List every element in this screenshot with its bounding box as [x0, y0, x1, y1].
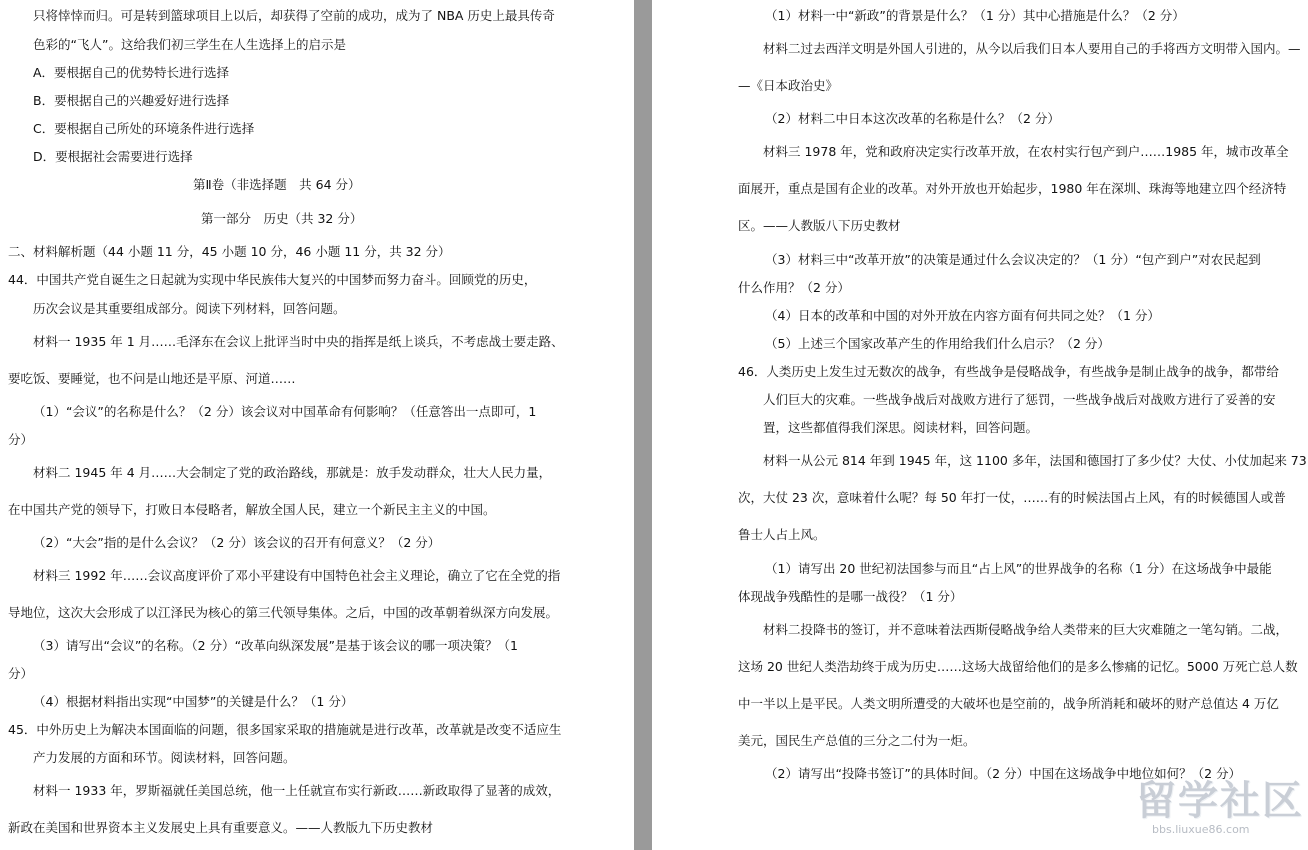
text-line: 面展开，重点是国有企业的改革。对外开放也开始起步，1980 年在深圳、珠海等地建立四个经济特	[738, 181, 1287, 196]
text-line: D．要根据社会需要进行选择	[33, 149, 193, 164]
text-line: （1）请写出 20 世纪初法国参与而且“占上风”的世界战争的名称（1 分）在这场战争中最能	[765, 561, 1272, 576]
text-line: （1）“会议”的名称是什么？（2 分）该会议对中国革命有何影响？（任意答出一点即可，1	[33, 404, 537, 419]
text-line: 二、材料解析题（44 小题 11 分，45 小题 10 分，46 小题 11 分，共 32 分）	[8, 244, 451, 259]
text-line: （2）材料二中日本这次改革的名称是什么？（2 分）	[765, 111, 1060, 126]
text-line: 材料三 1992 年……会议高度评价了邓小平建设有中国特色社会主义理论，确立了它在全党的指	[33, 568, 561, 583]
text-line: 历次会议是其重要组成部分。阅读下列材料，回答问题。	[33, 301, 346, 316]
text-line: 材料一从公元 814 年到 1945 年，这 1100 多年，法国和德国打了多少仗？大仗、小仗加起来 73	[763, 453, 1307, 468]
text-line: 鲁士人占上风。	[738, 527, 826, 542]
text-line: A．要根据自己的优势特长进行选择	[33, 65, 230, 80]
text-line: 材料二 1945 年 4 月……大会制定了党的政治路线，那就是：放手发动群众，壮大人民力量，	[33, 465, 552, 480]
document-page-right	[652, 0, 1308, 850]
text-line: 产力发展的方面和环节。阅读材料，回答问题。	[33, 750, 296, 765]
text-line: 置，这些都值得我们深思。阅读材料，回答问题。	[763, 420, 1039, 435]
text-line: 材料二过去西洋文明是外国人引进的，从今以后我们日本人要用自己的手将西方文明带入国内。—	[763, 41, 1301, 56]
text-line: 材料二投降书的签订，并不意味着法西斯侵略战争给人类带来的巨大灾难随之一笔勾销。二战，	[763, 622, 1289, 637]
text-line: 材料一 1935 年 1 月……毛泽东在会议上批评当时中央的指挥是纸上谈兵，不考虑战士要走路、	[33, 334, 564, 349]
text-line: 次，大仗 23 次，意味着什么呢？每 50 年打一仗，……有的时候法国占上风，有的时候德国人或普	[738, 490, 1286, 505]
text-line: 体现战争残酷性的是哪一战役？（1 分）	[738, 589, 963, 604]
text-line: 这场 20 世纪人类浩劫终于成为历史……这场大战留给他们的是多么惨痛的记忆。5000 万死亡总人数	[738, 659, 1298, 674]
text-line: 美元，国民生产总值的三分之二付为一炬。	[738, 733, 976, 748]
text-line: （4）根据材料指出实现“中国梦”的关键是什么？（1 分）	[33, 694, 354, 709]
text-line: 色彩的“飞人”。这给我们初三学生在人生选择上的启示是	[33, 37, 346, 52]
text-line: （2）“大会”指的是什么会议？（2 分）该会议的召开有何意义？（2 分）	[33, 535, 441, 550]
text-line: （3）材料三中“改革开放”的决策是通过什么会议决定的？（1 分）“包产到户”对农民起到	[765, 252, 1261, 267]
text-line: 在中国共产党的领导下，打败日本侵略者，解放全国人民，建立一个新民主主义的中国。	[8, 502, 496, 517]
text-line: 区。——人教版八下历史教材	[738, 218, 901, 233]
text-line: 只将悻悻而归。可是转到篮球项目上以后，却获得了空前的成功，成为了 NBA 历史上最具传奇	[33, 8, 555, 23]
text-line: 要吃饭、要睡觉，也不问是山地还是平原、河道……	[8, 371, 296, 386]
document-page-left	[0, 0, 634, 850]
text-line: C．要根据自己所处的环境条件进行选择	[33, 121, 255, 136]
text-line: 材料一 1933 年，罗斯福就任美国总统，他一上任就宣布实行新政……新政取得了显著的成效，	[33, 783, 561, 798]
text-line: 45．中外历史上为解决本国面临的问题，很多国家采取的措施就是进行改革，改革就是改变不适应生	[8, 722, 562, 737]
text-line: （5）上述三个国家改革产生的作用给我们什么启示？（2 分）	[765, 336, 1110, 351]
text-line: （2）请写出“投降书签订”的具体时间。（2 分）中国在这场战争中地位如何？（2 分）	[765, 766, 1242, 781]
text-line: 新政在美国和世界资本主义发展史上具有重要意义。——人教版九下历史教材	[8, 820, 434, 835]
text-line: 导地位，这次大会形成了以江泽民为核心的第三代领导集体。之后，中国的改革朝着纵深方向发展。	[8, 605, 559, 620]
watermark-logo: 留学社区	[1136, 778, 1304, 824]
text-line: 分）	[8, 432, 34, 447]
watermark	[1136, 777, 1306, 843]
text-line: 46．人类历史上发生过无数次的战争，有些战争是侵略战争，有些战争是制止战争的战争，都带给	[738, 364, 1279, 379]
text-line: 44．中国共产党自诞生之日起就为实现中华民族伟大复兴的中国梦而努力奋斗。回顾党的历史，	[8, 272, 537, 287]
text-line: 人们巨大的灾难。一些战争战后对战败方进行了惩罚，一些战争战后对战败方进行了妥善的安	[763, 392, 1276, 407]
text-line: （1）材料一中“新政”的背景是什么？（1 分）其中心措施是什么？（2 分）	[765, 8, 1185, 23]
text-line: —《日本政治史》	[738, 78, 839, 93]
text-line: 中一半以上是平民。人类文明所遭受的大破坏也是空前的，战争所消耗和破坏的财产总值达 4 万亿	[738, 696, 1279, 711]
text-line: （4）日本的改革和中国的对外开放在内容方面有何共同之处？（1 分）	[765, 308, 1160, 323]
watermark-url: bbs.liuxue86.com	[1152, 823, 1250, 836]
text-line: （3）请写出“会议”的名称。（2 分）“改革向纵深发展”是基于该会议的哪一项决策？（1	[33, 638, 518, 653]
text-line: 第一部分 历史（共 32 分）	[201, 211, 363, 226]
text-line: 什么作用？（2 分）	[738, 280, 850, 295]
text-line: 分）	[8, 666, 34, 681]
text-line: 第Ⅱ卷（非选择题 共 64 分）	[193, 177, 361, 192]
text-line: 材料三 1978 年，党和政府决定实行改革开放，在农村实行包产到户……1985 年，城市改革全	[763, 144, 1289, 159]
text-line: B．要根据自己的兴趣爱好进行选择	[33, 93, 230, 108]
